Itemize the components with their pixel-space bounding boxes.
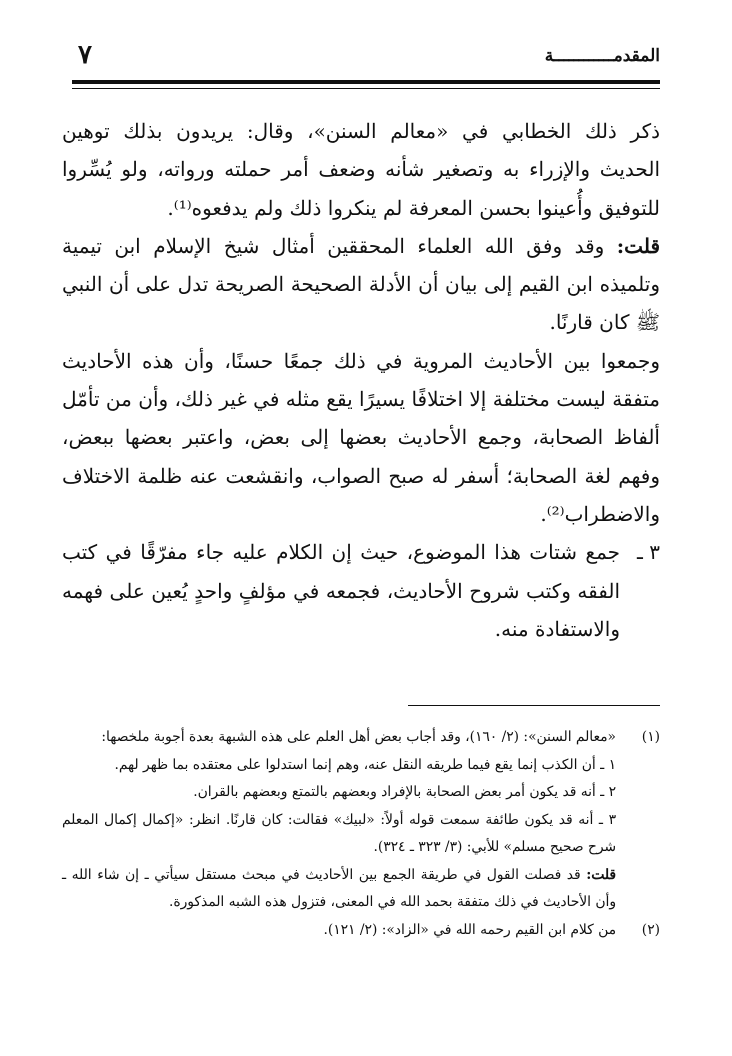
- paragraph-2: [62, 227, 660, 342]
- header-rule-thin: [72, 88, 660, 89]
- paragraph-3: وجمعوا بين الأحاديث المروية في ذلك جمعًا حسنًا، وأن هذه الأحاديث متفقة ليست مختلفة إلا اختلافًا يسيرًا يقع مثله في غير ذلك، وأن من تأمّل ألفاظ الصحابة، وجمع الأحاديث بعضها إلى بعض، واعتبر بعضها ببعض، وفهم لغة الصحابة؛ أسفر له صبح الصواب، وانقشعت عنه ظلمة الاختلاف والاضطراب⁽²⁾.: [62, 348, 660, 526]
- page-number: ٧: [78, 40, 92, 70]
- footnote-1-point-2: ٢ ـ أنه قد يكون أمر بعض الصحابة بالإفراد وبعضهم بالتمتع وبعضهم بالقران.: [193, 784, 616, 800]
- paragraph-2-lead: قلت:: [616, 233, 660, 258]
- paragraph-1: ذكر ذلك الخطابي في «معالم السنن»، وقال: يريدون بذلك توهين الحديث والإزراء به وتصغير شأنه وضعف أمر حملته ورواته، ولو يُسِّروا للتوفيق وأُعينوا بحسن المعرفة لم ينكروا ذلك ولم يدفعوه⁽¹⁾.: [62, 119, 660, 220]
- footnotes: [62, 724, 660, 944]
- footnote-note-text: قد فصلت القول في طريقة الجمع بين الأحاديث في مبحث مستقل سيأتي ـ إن شاء الله ـ وأن الأحاديث في ذلك متفقة بحمد الله في المعنى، فتزول هذه الشبه المذكورة.: [62, 866, 616, 910]
- main-text: [62, 112, 660, 648]
- footnote-note-lead: قلت:: [586, 866, 616, 883]
- footnote-text: «معالم السنن»: (٢/ ١٦٠)، وقد أجاب بعض أهل العلم على هذه الشبهة بعدة أجوبة ملخصها:: [101, 729, 616, 745]
- footnote-number: (٢): [641, 921, 660, 938]
- header-rule-thick: [72, 80, 660, 84]
- item-number: ٣ ـ: [637, 540, 660, 565]
- footnote-1-note: [62, 862, 660, 917]
- item-text: جمع شتات هذا الموضوع، حيث إن الكلام عليه جاء مفرّقًا في كتب الفقه وكتب شروح الأحاديث، فجمعه في مؤلفٍ واحدٍ يُعين على فهمه والاستفادة منه.: [62, 540, 620, 641]
- footnote-text: من كلام ابن القيم رحمه الله في «الزاد»: (٢/ ١٢١).: [323, 921, 616, 938]
- footnote-number: (١): [641, 729, 660, 745]
- chapter-title: المقدمــــــــــــة: [544, 46, 660, 66]
- page-header: [62, 40, 660, 80]
- numbered-item-3: [62, 533, 660, 648]
- footnote-1-point-3: ٣ ـ أنه قد يكون طائفة سمعت قوله أولاً: «لبيك» فقالت: كان قارنًا. انظر: «إكمال إكمال المعلم شرح صحيح مسلم» للأبي: (٣/ ٣٢٣ ـ ٣٢٤).: [62, 811, 616, 855]
- footnote-2: [62, 917, 660, 945]
- footnote-1: [62, 724, 660, 752]
- footnote-1-point-1: ١ ـ أن الكذب إنما يقع فيما طريقه النقل عنه، وهم إنما استدلوا على معتقده بما ظهر لهم.: [114, 756, 616, 773]
- paragraph-2-text: وقد وفق الله العلماء المحققين أمثال شيخ الإسلام ابن تيمية وتلميذه ابن القيم إلى بيان أن الأدلة الصحيحة الصريحة تدل على أن النبي ﷺ كان قارنًا.: [62, 233, 660, 335]
- footnote-separator: [408, 705, 660, 706]
